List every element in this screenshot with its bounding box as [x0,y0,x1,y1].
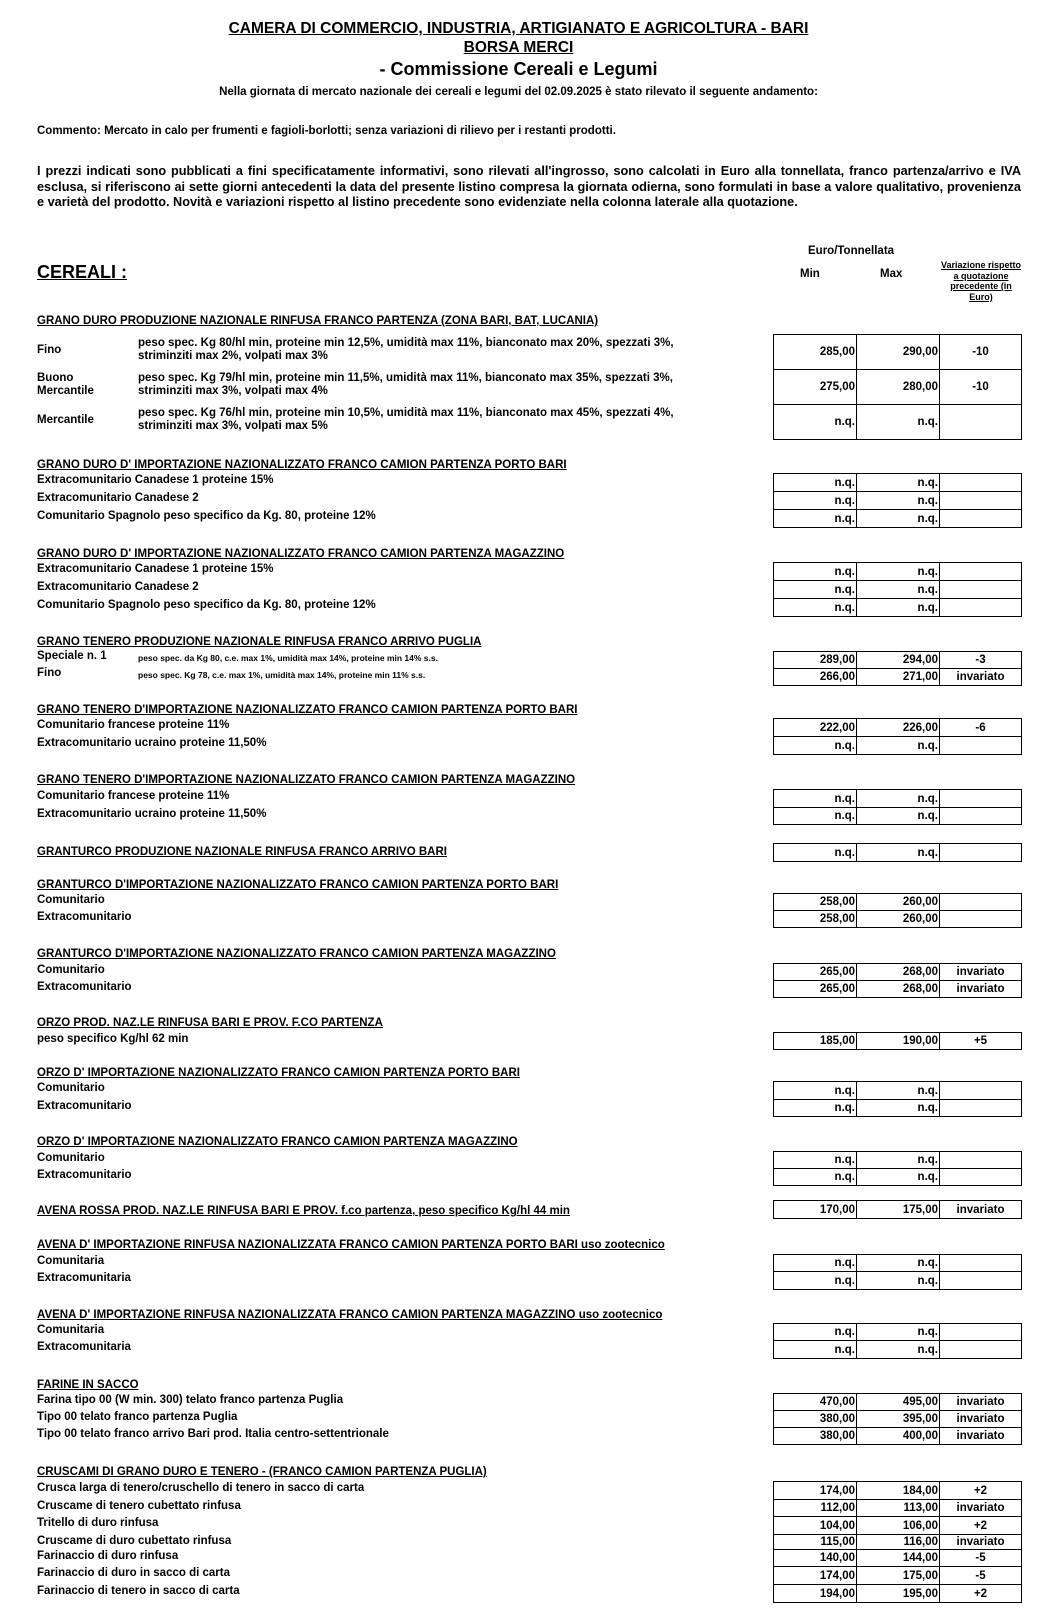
min-price-cell: n.q. [773,473,857,492]
row-label: Extracomunitario Canadese 2 [37,492,199,504]
variation-cell [939,562,1022,581]
row-label: Comunitario [37,964,105,976]
min-price-cell: n.q. [773,1323,857,1341]
min-price-cell: 185,00 [773,1032,857,1050]
variation-cell: +5 [939,1032,1022,1050]
max-price-cell: 260,00 [856,910,940,928]
variation-cell: invariato [939,1410,1022,1428]
cereali-heading: CEREALI : [37,262,127,282]
variation-cell: -10 [939,369,1022,405]
row-label: Comunitario [37,1152,105,1164]
min-column-header: Min [800,268,820,280]
variation-cell [939,910,1022,928]
max-price-cell: 400,00 [856,1427,940,1445]
row-label: Comunitario Spagnolo peso specifico da Kg. 80, proteine 12% [37,599,376,611]
variation-cell: invariato [939,980,1022,998]
max-price-cell: n.q. [856,1099,940,1117]
section-title: GRANTURCO PRODUZIONE NAZIONALE RINFUSA FRANCO ARRIVO BARI [37,846,447,858]
row-label: Extracomunitaria [37,1272,131,1284]
min-price-cell: n.q. [773,1340,857,1359]
row-label: Mercantile [37,414,94,426]
row-label: Farina tipo 00 (W min. 300) telato franco partenza Puglia [37,1394,344,1406]
max-price-cell: 280,00 [856,369,940,405]
row-label: Fino [37,667,62,679]
max-price-cell: 260,00 [856,893,940,911]
min-price-cell: n.q. [773,1151,857,1169]
row-label: Extracomunitario ucraino proteine 11,50% [37,737,267,749]
max-column-header: Max [880,268,903,280]
row-label: Comunitaria [37,1255,105,1267]
max-price-cell: n.q. [856,1323,940,1341]
min-price-cell: 265,00 [773,980,857,998]
min-price-cell: n.q. [773,509,857,528]
section-title: ORZO D' IMPORTAZIONE NAZIONALIZZATO FRANCO CAMION PARTENZA PORTO BARI [37,1067,520,1079]
min-price-cell: n.q. [773,1271,857,1290]
commission-title: - Commissione Cereali e Legumi [379,59,658,79]
max-price-cell: n.q. [856,473,940,492]
max-price-cell: n.q. [856,1168,940,1186]
min-price-cell: 174,00 [773,1566,857,1585]
variation-cell: -10 [939,334,1022,370]
variation-cell [939,491,1022,510]
chamber-title: CAMERA DI COMMERCIO, INDUSTRIA, ARTIGIANATO E AGRICOLTURA - BARI [228,20,809,37]
min-price-cell: n.q. [773,404,857,440]
min-price-cell: 265,00 [773,963,857,981]
max-price-cell: 268,00 [856,980,940,998]
row-label: Extracomunitario [37,911,132,923]
min-price-cell: 289,00 [773,651,857,669]
row-label: Extracomunitario Canadese 1 proteine 15% [37,563,274,575]
section-title: GRANO TENERO PRODUZIONE NAZIONALE RINFUSA FRANCO ARRIVO PUGLIA [37,636,482,648]
min-price-cell: n.q. [773,1099,857,1117]
min-price-cell: 470,00 [773,1393,857,1411]
row-label: Comunitario francese proteine 11% [37,790,230,802]
variation-cell: +2 [939,1481,1022,1500]
max-price-cell: 144,00 [856,1549,940,1567]
max-price-cell: 113,00 [856,1499,940,1517]
row-label: Cruscame di duro cubettato rinfusa [37,1535,232,1547]
variation-cell: invariato [939,1393,1022,1411]
section-title: CRUSCAMI DI GRANO DURO E TENERO - (FRANCO CAMION PARTENZA PUGLIA) [37,1466,487,1478]
section-title: GRANO DURO D' IMPORTAZIONE NAZIONALIZZATO FRANCO CAMION PARTENZA PORTO BARI [37,459,567,471]
max-price-cell: 290,00 [856,334,940,370]
row-label: Cruscame di tenero cubettato rinfusa [37,1500,241,1512]
max-price-cell: n.q. [856,789,940,808]
section-title: ORZO D' IMPORTAZIONE NAZIONALIZZATO FRANCO CAMION PARTENZA MAGAZZINO [37,1136,518,1148]
max-price-cell: 271,00 [856,668,940,686]
row-label: Tritello di duro rinfusa [37,1517,159,1529]
section-title: AVENA D' IMPORTAZIONE RINFUSA NAZIONALIZZATA FRANCO CAMION PARTENZA MAGAZZINO uso zootecnico [37,1309,663,1321]
section-title: ORZO PROD. NAZ.LE RINFUSA BARI E PROV. F.CO PARTENZA [37,1017,383,1029]
min-price-cell: n.q. [773,1081,857,1100]
variation-cell [939,893,1022,911]
variation-cell: invariato [939,1534,1022,1550]
max-price-cell: 106,00 [856,1516,940,1535]
section-title: GRANO TENERO D'IMPORTAZIONE NAZIONALIZZATO FRANCO CAMION PARTENZA PORTO BARI [37,704,578,716]
min-price-cell: 258,00 [773,893,857,911]
min-price-cell: 285,00 [773,334,857,370]
max-price-cell: n.q. [856,843,940,862]
min-price-cell: 194,00 [773,1584,857,1603]
row-label: Farinaccio di duro in sacco di carta [37,1567,231,1579]
variation-cell [939,1081,1022,1100]
min-price-cell: n.q. [773,789,857,808]
row-label: Farinaccio di duro rinfusa [37,1550,179,1562]
disclaimer-paragraph: I prezzi indicati sono pubblicati a fini specificatamente informativi, sono rilevati all'ingrosso, sono calcolati in Euro alla tonnellata, franco partenza/arrivo e IVA esclusa, si riferiscono ai sette giorni antecedenti la data del presente listino compresa la giornata odierna, sono formulati in base a valore qualitativo, provenienza e varietà del prodotto. Novità e variazioni rispetto al listino precedente sono evidenziate nella colonna laterale alla quotazione. [37,164,1021,209]
min-price-cell: n.q. [773,1254,857,1272]
section-title: GRANTURCO D'IMPORTAZIONE NAZIONALIZZATO FRANCO CAMION PARTENZA PORTO BARI [37,879,559,891]
variation-cell [939,598,1022,617]
variation-cell: invariato [939,668,1022,686]
min-price-cell: 104,00 [773,1516,857,1535]
variation-cell [939,807,1022,825]
max-price-cell: 395,00 [856,1410,940,1428]
min-price-cell: 258,00 [773,910,857,928]
variation-cell: +2 [939,1516,1022,1535]
variation-cell: invariato [939,1427,1022,1445]
max-price-cell: 175,00 [856,1566,940,1585]
max-price-cell: 116,00 [856,1534,940,1550]
min-price-cell: 174,00 [773,1481,857,1500]
variation-cell: -5 [939,1549,1022,1567]
max-price-cell: 175,00 [856,1200,940,1219]
min-price-cell: n.q. [773,736,857,755]
variation-cell [939,1271,1022,1290]
row-label: peso specifico Kg/hl 62 min [37,1033,189,1045]
variation-cell [939,789,1022,808]
variation-cell [939,1254,1022,1272]
variation-cell: -5 [939,1566,1022,1585]
variation-cell [939,1151,1022,1169]
borsa-merci-title: BORSA MERCI [463,39,574,56]
variation-cell: invariato [939,1200,1022,1219]
min-price-cell: n.q. [773,807,857,825]
max-price-cell: 495,00 [856,1393,940,1411]
market-comment: Commento: Mercato in calo per frumenti e fagioli-borlotti; senza variazioni di rilievo per i restanti prodotti. [37,125,616,137]
max-price-cell: 294,00 [856,651,940,669]
variation-cell [939,1168,1022,1186]
variation-cell [939,509,1022,528]
row-label: Crusca larga di tenero/cruschello di tenero in sacco di carta [37,1482,365,1494]
max-price-cell: 195,00 [856,1584,940,1603]
variation-cell [939,580,1022,599]
max-price-cell: n.q. [856,1254,940,1272]
variation-cell [939,736,1022,755]
max-price-cell: n.q. [856,736,940,755]
variation-cell: +2 [939,1584,1022,1603]
min-price-cell: n.q. [773,843,857,862]
row-description: peso spec. da Kg 80, c.e. max 1%, umidità max 14%, proteine min 14% s.s. [138,653,438,663]
max-price-cell: 268,00 [856,963,940,981]
variation-cell [939,404,1022,440]
row-label: Buono Mercantile [37,372,94,397]
section-title: GRANO DURO PRODUZIONE NAZIONALE RINFUSA FRANCO PARTENZA (ZONA BARI, BAT, LUCANIA) [37,315,599,327]
min-price-cell: 170,00 [773,1200,857,1219]
variation-cell: -3 [939,651,1022,669]
min-price-cell: 275,00 [773,369,857,405]
row-description: peso spec. Kg 76/hl min, proteine min 10,5%, umidità max 11%, bianconato max 45%, spezzati 4%, striminziti max 3%, volpati max 5% [138,407,674,432]
row-description: peso spec. Kg 79/hl min, proteine min 11,5%, umidità max 11%, bianconato max 35%, spezzati 3%, striminziti max 3%, volpati max 4% [138,372,673,397]
variation-cell [939,473,1022,492]
min-price-cell: n.q. [773,1168,857,1186]
min-price-cell: n.q. [773,562,857,581]
row-label: Comunitario [37,1082,105,1094]
min-price-cell: 140,00 [773,1549,857,1567]
max-price-cell: n.q. [856,580,940,599]
max-price-cell: 190,00 [856,1032,940,1050]
min-price-cell: 115,00 [773,1534,857,1550]
row-label: Farinaccio di tenero in sacco di carta [37,1585,240,1597]
min-price-cell: 266,00 [773,668,857,686]
row-label: Comunitario Spagnolo peso specifico da Kg. 80, proteine 12% [37,510,376,522]
min-price-cell: 222,00 [773,718,857,737]
section-title: AVENA D' IMPORTAZIONE RINFUSA NAZIONALIZZATA FRANCO CAMION PARTENZA PORTO BARI uso zootecnico [37,1239,665,1251]
max-price-cell: n.q. [856,807,940,825]
row-label: Extracomunitario [37,981,132,993]
row-label: Extracomunitario [37,1169,132,1181]
row-description: peso spec. Kg 78, c.e. max 1%, umidità max 14%, proteine min 11% s.s. [138,670,426,680]
variation-cell: invariato [939,963,1022,981]
max-price-cell: n.q. [856,1340,940,1359]
row-description: peso spec. Kg 80/hl min, proteine min 12,5%, umidità max 11%, bianconato max 20%, spezzati 3%, striminziti max 2%, volpati max 3% [138,337,674,362]
variation-cell: invariato [939,1499,1022,1517]
max-price-cell: n.q. [856,509,940,528]
min-price-cell: n.q. [773,491,857,510]
market-date-intro: Nella giornata di mercato nazionale dei cereali e legumi del 02.09.2025 è stato rilevato il seguente andamento: [219,86,818,98]
section-title: FARINE IN SACCO [37,1379,139,1391]
row-label: Comunitario francese proteine 11% [37,719,230,731]
variation-column-header: Variazione rispetto a quotazione precedente (in Euro) [940,260,1022,302]
row-label: Extracomunitario Canadese 2 [37,581,199,593]
min-price-cell: n.q. [773,580,857,599]
section-title: GRANTURCO D'IMPORTAZIONE NAZIONALIZZATO FRANCO CAMION PARTENZA MAGAZZINO [37,948,556,960]
row-label: Extracomunitario [37,1100,132,1112]
row-label: Fino [37,344,62,356]
variation-cell [939,1099,1022,1117]
variation-cell [939,1340,1022,1359]
max-price-cell: n.q. [856,404,940,440]
max-price-cell: n.q. [856,1081,940,1100]
section-title: AVENA ROSSA PROD. NAZ.LE RINFUSA BARI E PROV. f.co partenza, peso specifico Kg/hl 44 min [37,1205,570,1217]
min-price-cell: n.q. [773,598,857,617]
min-price-cell: 380,00 [773,1427,857,1445]
section-title: GRANO DURO D' IMPORTAZIONE NAZIONALIZZATO FRANCO CAMION PARTENZA MAGAZZINO [37,548,565,560]
row-label: Tipo 00 telato franco partenza Puglia [37,1411,238,1423]
section-title: GRANO TENERO D'IMPORTAZIONE NAZIONALIZZATO FRANCO CAMION PARTENZA MAGAZZINO [37,774,576,786]
max-price-cell: 226,00 [856,718,940,737]
row-label: Extracomunitario ucraino proteine 11,50% [37,808,267,820]
row-label: Extracomunitaria [37,1341,131,1353]
row-label: Comunitaria [37,1324,105,1336]
variation-cell [939,843,1022,862]
max-price-cell: n.q. [856,1271,940,1290]
row-label: Tipo 00 telato franco arrivo Bari prod. Italia centro-settentrionale [37,1428,389,1440]
max-price-cell: n.q. [856,1151,940,1169]
unit-header: Euro/Tonnellata [808,245,895,257]
max-price-cell: 184,00 [856,1481,940,1500]
max-price-cell: n.q. [856,598,940,617]
min-price-cell: 112,00 [773,1499,857,1517]
variation-cell [939,1323,1022,1341]
row-label: Comunitario [37,894,105,906]
max-price-cell: n.q. [856,562,940,581]
row-label: Extracomunitario Canadese 1 proteine 15% [37,474,274,486]
row-label: Speciale n. 1 [37,650,107,662]
min-price-cell: 380,00 [773,1410,857,1428]
max-price-cell: n.q. [856,491,940,510]
variation-cell: -6 [939,718,1022,737]
